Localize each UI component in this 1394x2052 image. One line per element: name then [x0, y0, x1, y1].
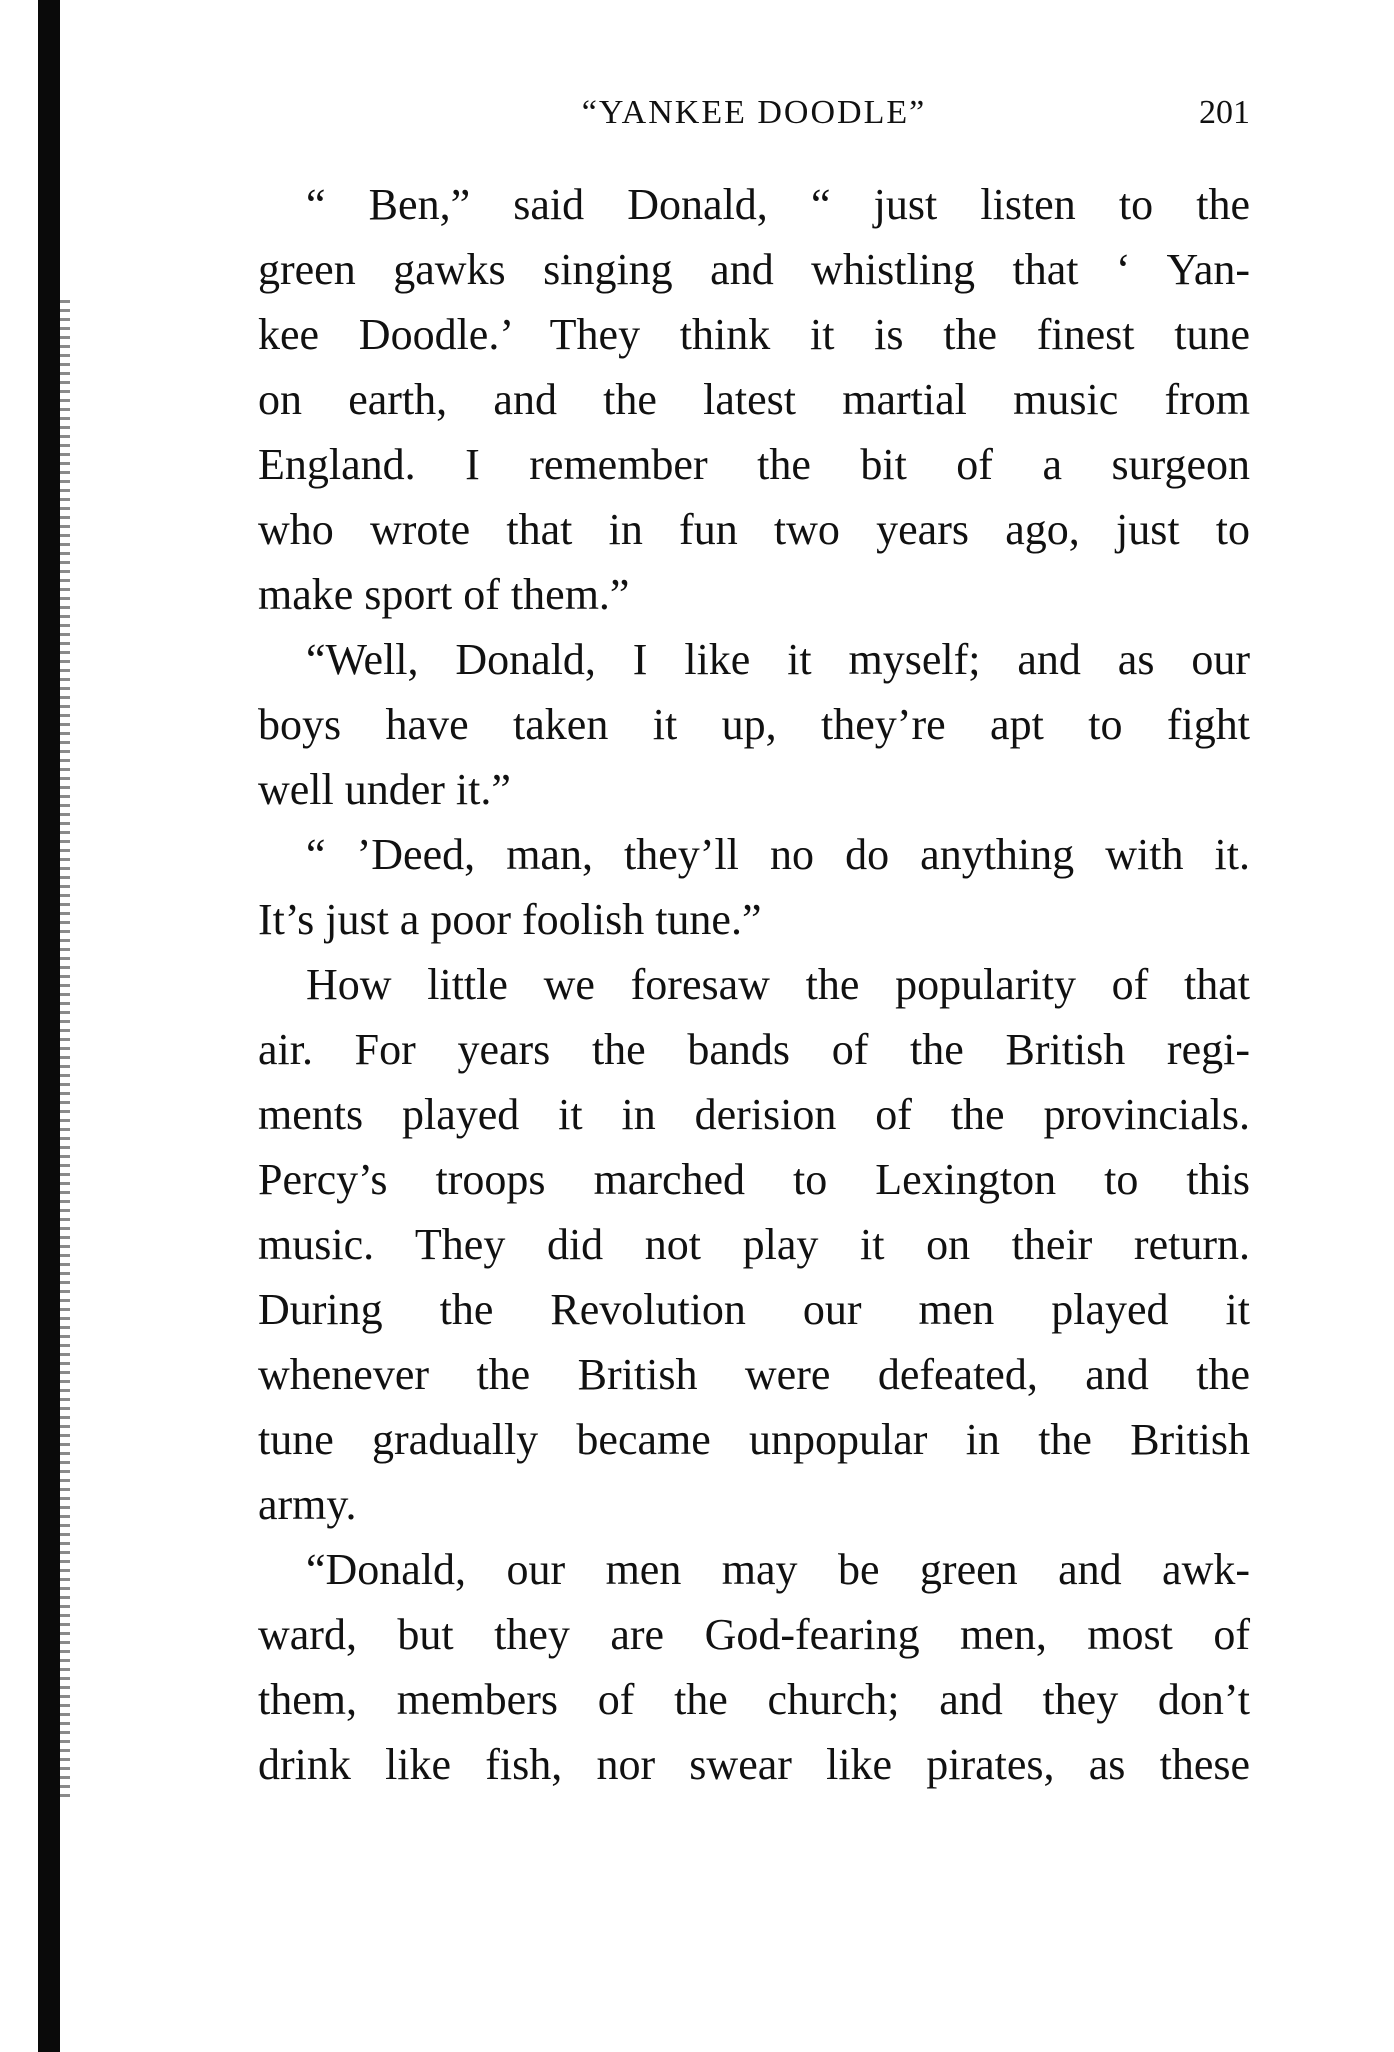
page-header: [258, 94, 1250, 144]
book-page: [258, 0, 1250, 2052]
running-title: “YANKEE DOODLE”: [581, 94, 927, 131]
text-line: drink like fish, nor swear like pirates, as these: [258, 1740, 1250, 1789]
text-line: “ ’Deed, man, they’ll no do anything with it.: [306, 830, 1250, 879]
text-line: make sport of them.”: [258, 570, 630, 619]
text-line: boys have taken it up, they’re apt to fight: [258, 700, 1250, 749]
text-line: army.: [258, 1480, 357, 1529]
text-line: England. I remember the bit of a surgeon: [258, 440, 1250, 489]
text-line: them, members of the church; and they don’t: [258, 1675, 1250, 1724]
text-line: music. They did not play it on their return.: [258, 1220, 1250, 1269]
text-line: who wrote that in fun two years ago, just to: [258, 505, 1250, 554]
text-line: “Well, Donald, I like it myself; and as our: [306, 635, 1250, 684]
text-line: well under it.”: [258, 765, 511, 814]
text-line: tune gradually became unpopular in the British: [258, 1415, 1250, 1464]
text-line: “ Ben,” said Donald, “ just listen to the: [306, 180, 1250, 229]
text-line: ward, but they are God-fearing men, most of: [258, 1610, 1250, 1659]
text-line: ments played it in derision of the provincials.: [258, 1090, 1250, 1139]
text-line: Percy’s troops marched to Lexington to this: [258, 1155, 1250, 1204]
book-binding-edge: [38, 0, 60, 2052]
text-line: kee Doodle.’ They think it is the finest tune: [258, 310, 1250, 359]
body-text: [258, 172, 1250, 1797]
text-line: “Donald, our men may be green and awk-: [306, 1545, 1250, 1594]
text-line: whenever the British were defeated, and the: [258, 1350, 1250, 1399]
binding-shadow: [60, 300, 70, 1800]
text-line: on earth, and the latest martial music from: [258, 375, 1250, 424]
text-line: It’s just a poor foolish tune.”: [258, 895, 762, 944]
page-number: 201: [1199, 94, 1250, 131]
text-line: green gawks singing and whistling that ‘ Yan-: [258, 245, 1250, 294]
text-line: How little we foresaw the popularity of that: [306, 960, 1250, 1009]
text-line: air. For years the bands of the British regi-: [258, 1025, 1250, 1074]
text-line: During the Revolution our men played it: [258, 1285, 1250, 1334]
